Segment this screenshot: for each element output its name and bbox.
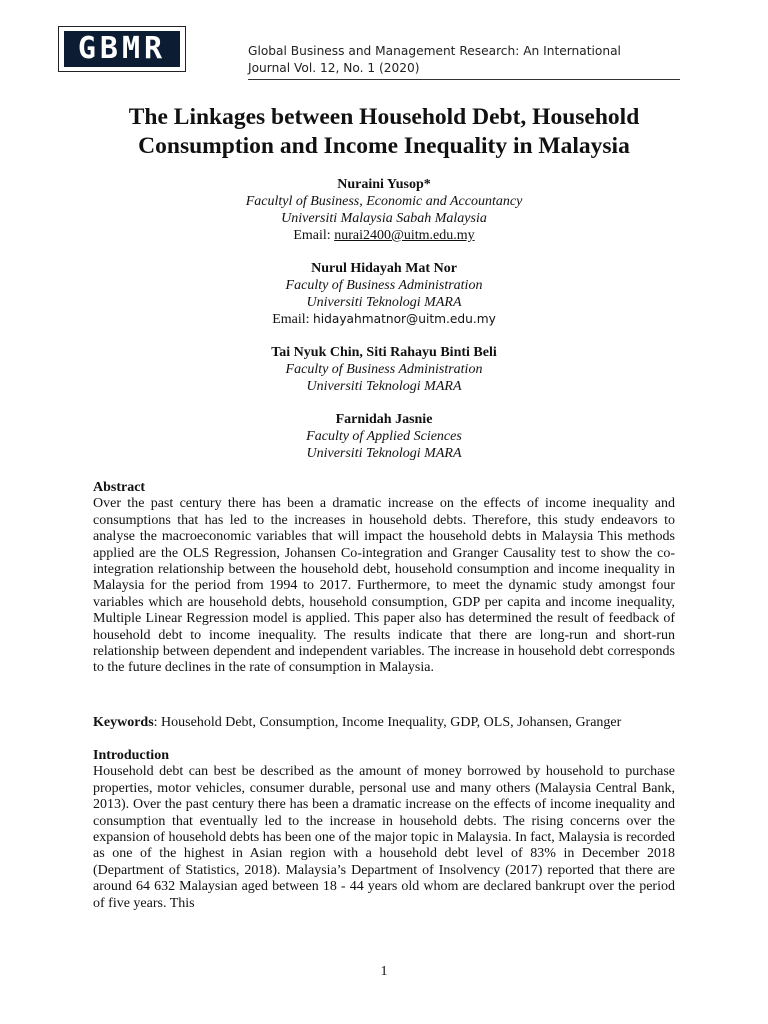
author-email: hidayahmatnor@uitm.edu.my [313,312,496,326]
gbmr-logo [58,26,186,72]
author-email-link[interactable]: nurai2400@uitm.edu.my [334,228,475,243]
introduction-text: Household debt can best be described as the amount of money borrowed by household to purchase properties, motor vehicles, consumer durable, personal use and many others (Malaysia Central Bank, 2013). Over the past century there has been a dramatic increase on the effects of income inequality and consumption that eventually led to the increase in household debts. The rising concerns over the expansion of household debts has been one of the major topic in Malaysia. In fact, Malaysia is recorded as one of the highest in Asian region with a household debt level of 83% in December 2018 (Department of Statistics, 2018). Malaysia’s Department of Insolvency (2017) reported that there are around 64 632 Malaysian aged between 18 - 44 years old whom are declared bankrupt over the period of five years. This [93,764,675,911]
paper-title [60,103,708,161]
author-block [60,260,708,328]
keywords-text: : Household Debt, Consumption, Income Inequality, GDP, OLS, Johansen, Granger [153,715,622,730]
introduction-heading: Introduction [93,748,169,763]
author-university: Universiti Teknologi MARA [306,295,462,310]
author-name: Tai Nyuk Chin, Siti Rahayu Binti Beli [271,345,497,360]
logo-text: GBMR [77,31,167,66]
header-rule [248,79,680,80]
abstract-heading: Abstract [93,480,146,495]
author-university: Universiti Teknologi MARA [306,379,462,394]
author-faculty: Faculty of Applied Sciences [306,429,462,444]
logo-badge [64,31,180,67]
abstract-section [93,480,675,677]
journal-line-1: Global Business and Management Research: An International [248,44,621,58]
author-university: Universiti Malaysia Sabah Malaysia [281,211,487,226]
journal-citation [248,43,678,77]
author-name: Nurul Hidayah Mat Nor [311,261,457,276]
email-label: Email: [272,312,314,327]
author-name: Nuraini Yusop* [337,177,431,192]
author-block [60,176,708,244]
journal-header [58,26,680,80]
author-block [60,411,708,462]
author-list [60,176,708,478]
author-block [60,344,708,395]
title-line-1: The Linkages between Household Debt, Household [128,104,640,130]
author-email-line [60,311,708,328]
author-faculty: Faculty of Business Administration [285,278,483,293]
author-name: Farnidah Jasnie [335,412,433,427]
page-number: 1 [380,964,388,979]
keywords-label: Keywords [93,715,154,730]
journal-line-2: Journal Vol. 12, No. 1 (2020) [248,61,420,75]
email-label: Email: [293,228,335,243]
author-university: Universiti Teknologi MARA [306,446,462,461]
introduction-section [93,748,675,912]
abstract-text: Over the past century there has been a dramatic increase on the effects of income inequality and consumptions that has led to the increases in household debts. Therefore, this study endeavors to analyse the macroeconomic variables that will impact the household debts in Malaysia This methods applied are the OLS Regression, Johansen Co-integration and Granger Causality test to show the co-integration relationship between the household debt, household consumption and income inequality in Malaysia for the period from 1994 to 2017. Furthermore, to meet the dynamic study amongst four variables which are household debts, household consumption, GDP per capita and income inequality, Multiple Linear Regression model is applied. This paper also has determined the result of feedback of household debt to income inequality. The results indicate that there are long-run and short-run relationship between dependent and independent variables. The increase in household debt corresponds to the future declines in the rate of consumption in Malaysia. [93,496,675,676]
author-faculty: Facultyl of Business, Economic and Accountancy [245,194,523,209]
keywords-section [93,715,675,731]
author-faculty: Faculty of Business Administration [285,362,483,377]
author-email-line [60,227,708,244]
title-line-2: Consumption and Income Inequality in Malaysia [138,133,630,159]
